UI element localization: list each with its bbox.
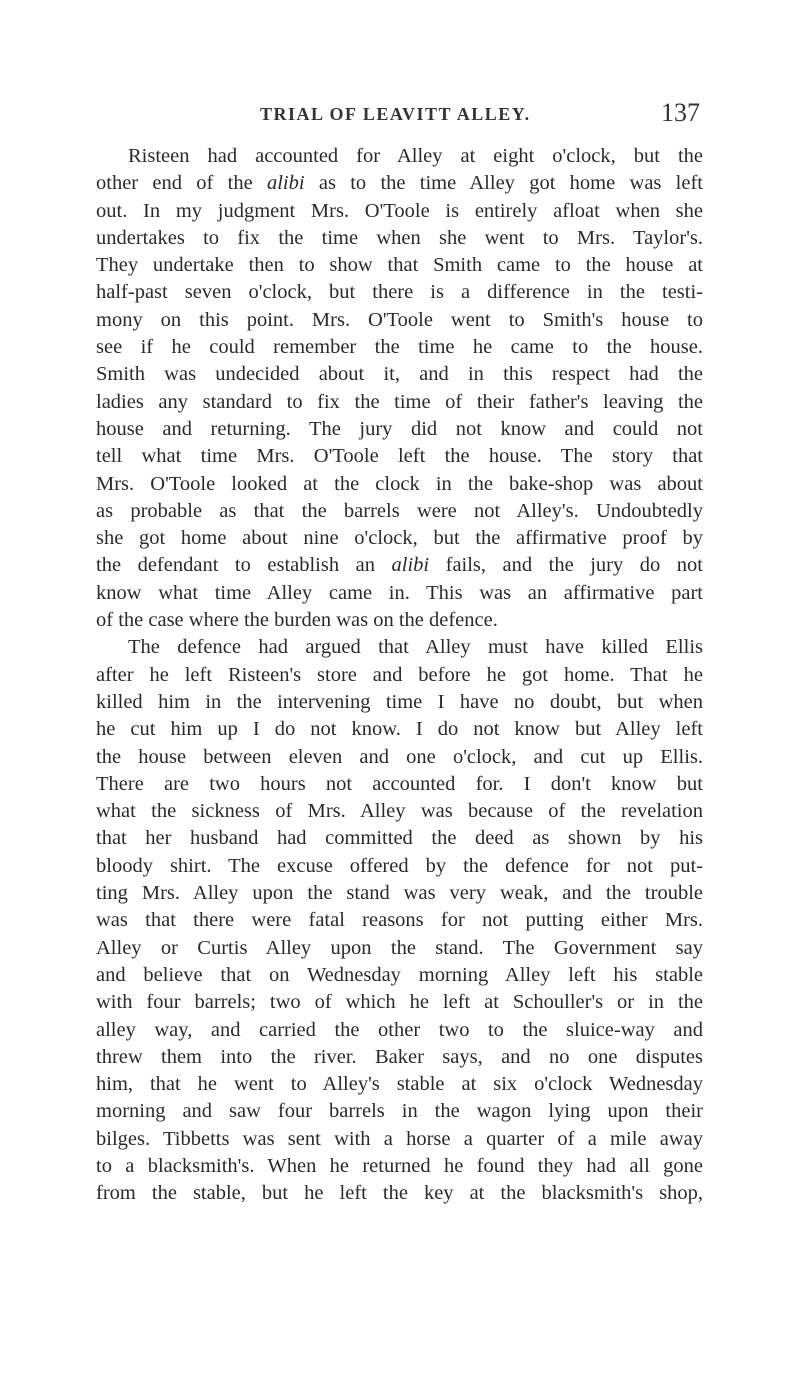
italic-term: alibi xyxy=(266,172,305,195)
text-line: Mrs. O'Toole looked at the clock in the bake-shop was about xyxy=(96,472,703,495)
text-line: what the sickness of Mrs. Alley was because of the revelation xyxy=(96,800,703,823)
text-line: They undertake then to show that Smith came to the house at xyxy=(96,254,703,277)
text-line: Alley or Curtis Alley upon the stand. The Government say xyxy=(96,936,703,959)
text-line: ladies any standard to fix the time of their father's leaving the xyxy=(96,390,703,413)
text-line: out. In my judgment Mrs. O'Toole is entirely afloat when she xyxy=(96,199,703,222)
page-number: 137 xyxy=(661,98,700,127)
running-head xyxy=(210,98,700,132)
text-line: he cut him up I do not know. I do not know but Alley left xyxy=(96,718,703,741)
text-line: with four barrels; two of which he left at Schouller's or in the xyxy=(96,991,703,1014)
text-line: alley way, and carried the other two to the sluice-way and xyxy=(96,1018,703,1041)
text-line: undertakes to fix the time when she went to Mrs. Taylor's. xyxy=(96,226,703,249)
text-line: tell what time Mrs. O'Toole left the house. The story that xyxy=(96,445,703,468)
text-line: house and returning. The jury did not know and could not xyxy=(96,417,703,440)
text-line: the house between eleven and one o'clock, and cut up Ellis. xyxy=(96,745,703,768)
text-line: mony on this point. Mrs. O'Toole went to Smith's house to xyxy=(96,308,703,331)
italic-term: alibi xyxy=(391,554,430,577)
text-line: morning and saw four barrels in the wagon lying upon their xyxy=(96,1100,703,1123)
text-segment: other end of the xyxy=(96,172,267,195)
text-segment: as to the time Alley got home was left xyxy=(304,172,703,195)
text-line: that her husband had committed the deed as shown by his xyxy=(96,827,703,850)
text-line: bloody shirt. The excuse offered by the defence for not put- xyxy=(96,854,703,877)
running-title: TRIAL OF LEAVITT ALLEY. xyxy=(260,104,531,124)
text-line: There are two hours not accounted for. I don't know but xyxy=(96,772,703,795)
text-segment: the defendant to establish an xyxy=(96,554,392,577)
text-line: Risteen had accounted for Alley at eight o'clock, but the xyxy=(128,145,703,167)
text-line: bilges. Tibbetts was sent with a horse a quarter of a mile away xyxy=(96,1127,703,1150)
text-line xyxy=(96,170,703,197)
text-line: see if he could remember the time he came to the house. xyxy=(96,336,703,359)
text-line: ting Mrs. Alley upon the stand was very weak, and the trouble xyxy=(96,882,703,905)
text-line: from the stable, but he left the key at the blacksmith's shop, xyxy=(96,1182,703,1205)
text-line: know what time Alley came in. This was an affirmative part xyxy=(96,581,703,604)
body-text xyxy=(96,143,703,1208)
text-line: him, that he went to Alley's stable at six o'clock Wednesday xyxy=(96,1073,703,1096)
text-line: of the case where the burden was on the defence. xyxy=(96,609,498,632)
text-line: killed him in the intervening time I have no doubt, but when xyxy=(96,690,703,713)
text-segment: fails, and the jury do not xyxy=(429,554,703,577)
text-line: threw them into the river. Baker says, and no one disputes xyxy=(96,1045,703,1068)
text-line: she got home about nine o'clock, but the affirmative proof by xyxy=(96,527,703,550)
text-line: half-past seven o'clock, but there is a difference in the testi- xyxy=(96,281,703,304)
text-line: was that there were fatal reasons for not putting either Mrs. xyxy=(96,909,703,932)
text-line: and believe that on Wednesday morning Alley left his stable xyxy=(96,963,703,986)
text-line xyxy=(96,552,703,579)
text-line: Smith was undecided about it, and in this respect had the xyxy=(96,363,703,386)
text-line: The defence had argued that Alley must have killed Ellis xyxy=(128,636,703,659)
text-line: to a blacksmith's. When he returned he found they had all gone xyxy=(96,1154,703,1177)
text-line: as probable as that the barrels were not Alley's. Undoubtedly xyxy=(96,499,703,522)
text-line: after he left Risteen's store and before he got home. That he xyxy=(96,663,703,686)
